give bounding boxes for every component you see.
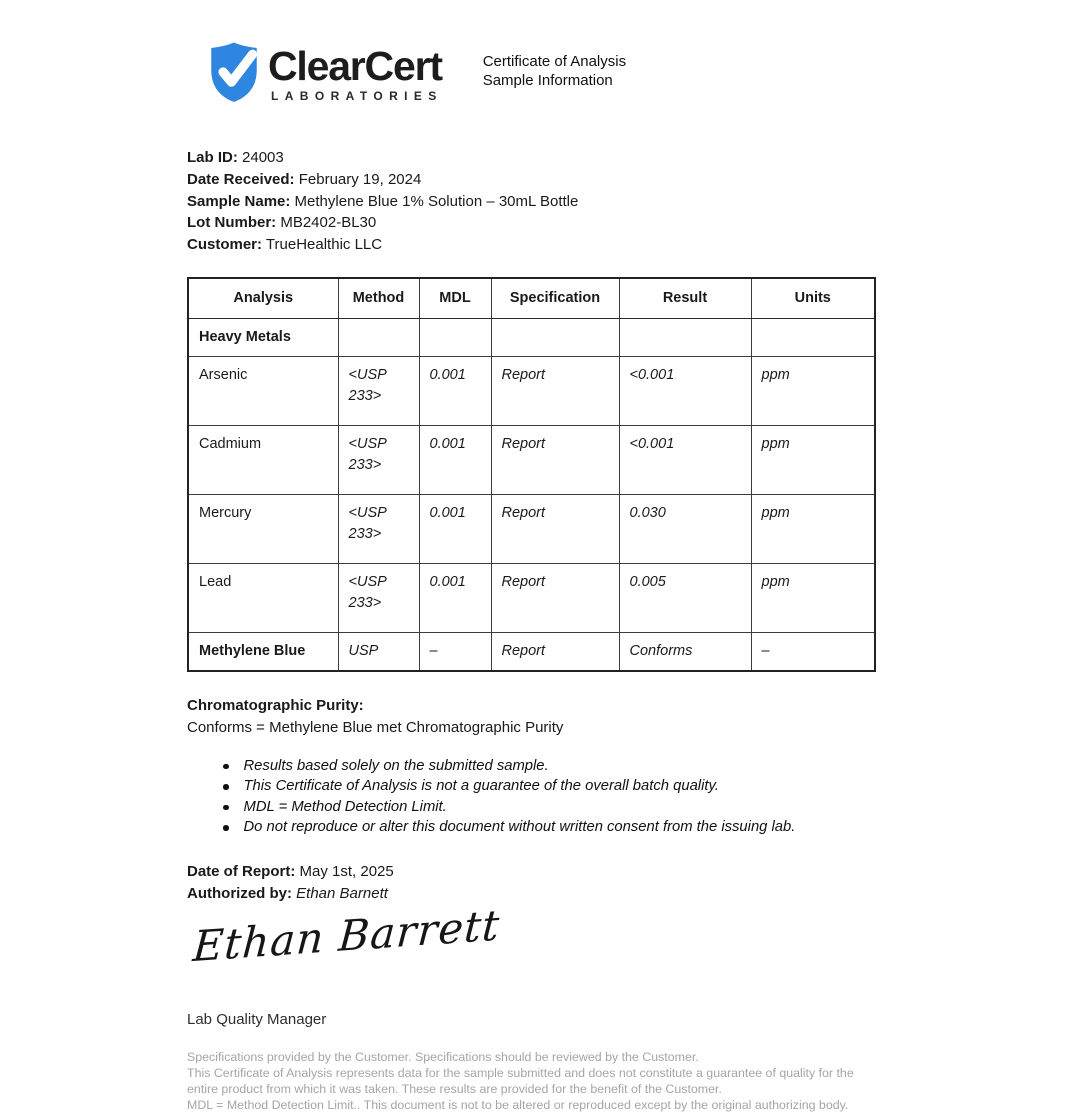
cell-mdl: – — [419, 632, 491, 671]
signature: Ethan Barrett — [191, 899, 502, 971]
cell-analysis: Lead — [188, 563, 338, 632]
col-result: Result — [619, 278, 751, 319]
table-row-cadmium — [188, 425, 875, 494]
authorized-by-value: Ethan Barnett — [296, 885, 388, 903]
col-units: Units — [751, 278, 875, 319]
date-of-report-row — [187, 861, 887, 884]
list-item-text: MDL = Method Detection Limit. — [243, 798, 447, 815]
bullet-dot-icon — [223, 825, 229, 831]
cell-analysis: Cadmium — [188, 425, 338, 494]
cell-mdl — [419, 318, 491, 356]
brand-subtitle: LABORATORIES — [271, 89, 443, 103]
bullet-dot-icon — [223, 784, 229, 790]
purity-section — [187, 695, 887, 740]
cell-units — [751, 318, 875, 356]
cell-analysis: Methylene Blue — [188, 632, 338, 671]
shield-check-icon — [207, 40, 261, 104]
sample-name-row — [187, 191, 887, 213]
fine-print-line: MDL = Method Detection Limit.. This document is not to be altered or reproduced except by the original authorizing body. — [187, 1097, 849, 1112]
cell-result: Conforms — [619, 632, 751, 671]
lot-number-value: MB2402-BL30 — [280, 214, 377, 232]
cell-method: <USP 233> — [338, 425, 419, 494]
cell-result: 0.005 — [619, 563, 751, 632]
list-item-text: Results based solely on the submitted sample. — [243, 757, 549, 774]
table-row-arsenic — [188, 356, 875, 425]
list-item — [187, 797, 887, 817]
cell-specification: Report — [491, 494, 619, 563]
cell-result — [619, 318, 751, 356]
cell-result: 0.030 — [619, 494, 751, 563]
document-title: Certificate of Analysis — [482, 53, 627, 70]
table-row-mercury — [188, 494, 875, 563]
cell-units: – — [751, 632, 875, 671]
brand-name: ClearCert — [268, 43, 442, 89]
bullet-dot-icon — [223, 805, 229, 811]
list-item-text: Do not reproduce or alter this document without written consent from the issuing lab. — [243, 819, 796, 836]
date-of-report-label: Date of Report: — [187, 862, 296, 880]
authorized-by-label: Authorized by: — [187, 885, 292, 903]
purity-heading: Chromatographic Purity: — [187, 696, 364, 714]
customer-row — [187, 234, 887, 256]
document-title-block — [483, 52, 626, 90]
table-header-row — [188, 278, 875, 319]
table-row-methylene-blue — [188, 632, 875, 671]
list-item — [187, 776, 887, 796]
cell-method — [338, 318, 419, 356]
list-item-text: This Certificate of Analysis is not a guarantee of the overall batch quality. — [243, 778, 719, 795]
cell-units: ppm — [751, 356, 875, 425]
list-item — [187, 817, 887, 837]
date-received-label: Date Received: — [187, 170, 295, 188]
customer-label: Customer: — [187, 236, 263, 254]
col-mdl: MDL — [419, 278, 491, 319]
cell-method: <USP 233> — [338, 494, 419, 563]
cell-specification: Report — [491, 563, 619, 632]
lab-id-value: 24003 — [242, 149, 284, 166]
cell-analysis: Heavy Metals — [188, 318, 338, 356]
lab-id-label: Lab ID: — [187, 149, 238, 166]
lot-number-label: Lot Number: — [187, 214, 277, 232]
table-row-heavy-metals — [188, 318, 875, 356]
analysis-table — [187, 277, 876, 672]
cell-mdl: 0.001 — [419, 356, 491, 425]
lab-id-row — [187, 147, 887, 169]
report-meta — [187, 861, 887, 906]
cell-units: ppm — [751, 494, 875, 563]
cell-mdl: 0.001 — [419, 494, 491, 563]
document-subtitle: Sample Information — [482, 72, 613, 89]
cell-method: <USP 233> — [338, 356, 419, 425]
cell-specification: Report — [491, 356, 619, 425]
purity-note: Conforms = Methylene Blue met Chromatographic Purity — [187, 719, 564, 737]
cell-mdl: 0.001 — [419, 425, 491, 494]
sample-info-block — [187, 147, 887, 256]
cell-result: <0.001 — [619, 356, 751, 425]
col-method: Method — [338, 278, 419, 319]
sample-name-value: Methylene Blue 1% Solution – 30mL Bottle — [294, 192, 579, 210]
fine-print-line: This Certificate of Analysis represents data for the sample submitted and does not constitute a guarantee of quality for the entire product from which it was taken. These results are provided for the benefit of the Customer. — [187, 1065, 854, 1096]
date-received-row — [187, 169, 887, 191]
cell-analysis: Mercury — [188, 494, 338, 563]
table-row-lead — [188, 563, 875, 632]
cell-result: <0.001 — [619, 425, 751, 494]
customer-value: TrueHealthic LLC — [265, 236, 383, 254]
cell-specification: Report — [491, 632, 619, 671]
sample-name-label: Sample Name: — [187, 192, 291, 210]
signer-role: Lab Quality Manager — [187, 1010, 327, 1028]
cell-analysis: Arsenic — [188, 356, 338, 425]
bullet-dot-icon — [223, 764, 229, 770]
header — [187, 40, 887, 104]
clearcert-logo — [207, 40, 443, 104]
cell-units: ppm — [751, 425, 875, 494]
col-specification: Specification — [491, 278, 619, 319]
cell-method: <USP 233> — [338, 563, 419, 632]
col-analysis: Analysis — [188, 278, 338, 319]
cell-specification: Report — [491, 425, 619, 494]
brand-text — [268, 43, 443, 103]
cell-method: USP — [338, 632, 419, 671]
date-of-report-value: May 1st, 2025 — [299, 862, 394, 880]
fine-print-line: Specifications provided by the Customer. Specifications should be reviewed by the Customer. — [187, 1049, 699, 1064]
list-item — [187, 756, 887, 776]
fine-print — [187, 1049, 882, 1113]
date-received-value: February 19, 2024 — [298, 170, 422, 188]
cell-specification — [491, 318, 619, 356]
cell-units: ppm — [751, 563, 875, 632]
cell-mdl: 0.001 — [419, 563, 491, 632]
authorized-by-row — [187, 883, 887, 906]
lot-number-row — [187, 212, 887, 234]
disclaimer-list — [187, 756, 887, 838]
